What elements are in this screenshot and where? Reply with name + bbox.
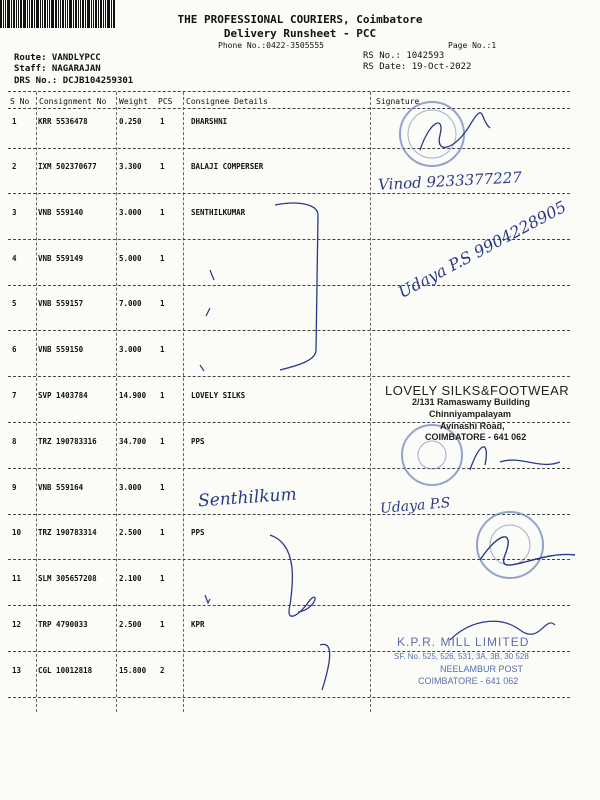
cell-weight: 34.700 bbox=[119, 437, 147, 446]
cell-pcs: 1 bbox=[160, 254, 165, 263]
cell-pcs: 1 bbox=[160, 208, 165, 217]
stamp-kpr-address2: NEELAMBUR POST bbox=[440, 664, 524, 674]
cell-sno: 6 bbox=[12, 345, 17, 354]
stamp-kpr-address3: COIMBATORE - 641 062 bbox=[418, 676, 519, 686]
cell-consignment: IXM 502370677 bbox=[38, 162, 97, 171]
cell-consignee: BALAJI COMPERSER bbox=[191, 162, 264, 171]
bracket-mark-icon bbox=[275, 203, 318, 370]
cell-sno: 4 bbox=[12, 254, 17, 263]
cell-consignee: PPS bbox=[191, 437, 205, 446]
cell-sno: 11 bbox=[12, 574, 22, 583]
cell-sno: 2 bbox=[12, 162, 17, 171]
cell-pcs: 1 bbox=[160, 528, 165, 537]
handwritten-signature-row2: Vinod 9233377227 bbox=[377, 168, 523, 194]
cell-sno: 9 bbox=[12, 483, 17, 492]
stamp-lovely-address3: Avinashi Road, bbox=[440, 421, 505, 431]
round-seal-icon bbox=[400, 102, 464, 166]
cell-consignment: VNB 559140 bbox=[38, 208, 84, 217]
cell-sno: 12 bbox=[12, 620, 22, 629]
cell-sno: 7 bbox=[12, 391, 17, 400]
scribble-mark-icon bbox=[270, 535, 330, 690]
cell-consignment: TRZ 190783316 bbox=[38, 437, 97, 446]
handwritten-signature-row5: Udaya P.S 9904228905 bbox=[395, 197, 570, 302]
cell-weight: 2.100 bbox=[119, 574, 142, 583]
stamp-lovely-name: LOVELY SILKS&FOOTWEAR bbox=[385, 383, 570, 398]
cell-weight: 14.900 bbox=[119, 391, 147, 400]
drs-number: DRS No.: DCJB104259301 bbox=[14, 76, 134, 86]
col-header-pcs: PCS bbox=[158, 97, 173, 106]
handwritten-consignee-row9: Senthilkum bbox=[197, 484, 298, 512]
company-title: THE PROFESSIONAL COURIERS, Coimbatore bbox=[177, 13, 423, 26]
cell-consignee: KPR bbox=[191, 620, 205, 629]
cell-sno: 10 bbox=[12, 528, 22, 537]
cell-consignment: TRZ 190783314 bbox=[38, 528, 97, 537]
cell-pcs: 1 bbox=[160, 483, 165, 492]
cell-pcs: 1 bbox=[160, 620, 165, 629]
cell-weight: 5.000 bbox=[119, 254, 142, 263]
col-header-consignee: Consignee Details bbox=[186, 97, 268, 106]
stamp-lovely-address2: Chinniyampalayam bbox=[429, 409, 512, 419]
col-header-sno: S No bbox=[10, 97, 30, 106]
phone-number: Phone No.:0422-3505555 bbox=[218, 41, 324, 50]
cell-pcs: 1 bbox=[160, 162, 165, 171]
cell-consignee: DHARSHNI bbox=[191, 117, 228, 126]
signature-icon bbox=[420, 113, 490, 150]
cell-sno: 8 bbox=[12, 437, 17, 446]
stamp-lovely-address1: 2/131 Ramaswamy Building bbox=[412, 397, 531, 407]
cell-weight: 0.250 bbox=[119, 117, 142, 126]
page-number: Page No.:1 bbox=[448, 41, 497, 50]
route-label: Route: VANDLYPCC bbox=[14, 53, 101, 63]
cell-weight: 2.500 bbox=[119, 620, 142, 629]
cell-pcs: 1 bbox=[160, 574, 165, 583]
cell-pcs: 1 bbox=[160, 437, 165, 446]
signature-icon bbox=[480, 537, 575, 565]
cell-weight: 3.300 bbox=[119, 162, 142, 171]
rs-number: RS No.: 1042593 bbox=[363, 51, 445, 61]
runsheet-title: Delivery Runsheet - PCC bbox=[223, 27, 377, 40]
cell-sno: 13 bbox=[12, 666, 22, 675]
staff-label: Staff: NAGARAJAN bbox=[14, 64, 101, 74]
cell-consignment: SVP 1403784 bbox=[38, 391, 88, 400]
stamp-kpr-name: K.P.R. MILL LIMITED bbox=[397, 635, 530, 649]
signature-icon bbox=[470, 447, 560, 470]
cell-consignee: SENTHILKUMAR bbox=[191, 208, 246, 217]
col-header-consignment: Consignment No bbox=[39, 97, 107, 106]
cell-consignment: VNB 559150 bbox=[38, 345, 84, 354]
col-header-signature: Signature bbox=[376, 97, 420, 106]
cell-weight: 3.000 bbox=[119, 483, 142, 492]
cell-pcs: 1 bbox=[160, 117, 165, 126]
cell-pcs: 1 bbox=[160, 299, 165, 308]
cell-consignment: VNB 559157 bbox=[38, 299, 84, 308]
cell-sno: 1 bbox=[12, 117, 17, 126]
cell-weight: 2.500 bbox=[119, 528, 142, 537]
cell-sno: 3 bbox=[12, 208, 17, 217]
rs-date: RS Date: 19-Oct-2022 bbox=[363, 62, 472, 72]
col-header-weight: Weight bbox=[119, 97, 148, 106]
cell-weight: 3.000 bbox=[119, 208, 142, 217]
cell-consignment: SLM 305657208 bbox=[38, 574, 97, 583]
cell-pcs: 2 bbox=[160, 666, 165, 675]
cell-weight: 15.800 bbox=[119, 666, 147, 675]
cell-consignment: VNB 559164 bbox=[38, 483, 84, 492]
cell-consignee: PPS bbox=[191, 528, 205, 537]
cell-pcs: 1 bbox=[160, 391, 165, 400]
cell-consignment: VNB 559149 bbox=[38, 254, 84, 263]
stamp-lovely-address4: COIMBATORE - 641 062 bbox=[425, 432, 527, 442]
cell-consignment: CGL 10012818 bbox=[38, 666, 93, 675]
handwritten-signature-row9: Udaya P.S bbox=[379, 494, 452, 518]
cell-pcs: 1 bbox=[160, 345, 165, 354]
cell-consignment: KRR 5536478 bbox=[38, 117, 88, 126]
cell-weight: 7.000 bbox=[119, 299, 142, 308]
cell-weight: 3.000 bbox=[119, 345, 142, 354]
cell-sno: 5 bbox=[12, 299, 17, 308]
stamp-kpr-address1: SF. No. 525, 526, 531, 3A, 3B, 30 528 bbox=[394, 652, 529, 661]
round-seal-icon bbox=[477, 512, 543, 578]
cell-consignee: LOVELY SILKS bbox=[191, 391, 246, 400]
cell-consignment: TRP 4790033 bbox=[38, 620, 88, 629]
